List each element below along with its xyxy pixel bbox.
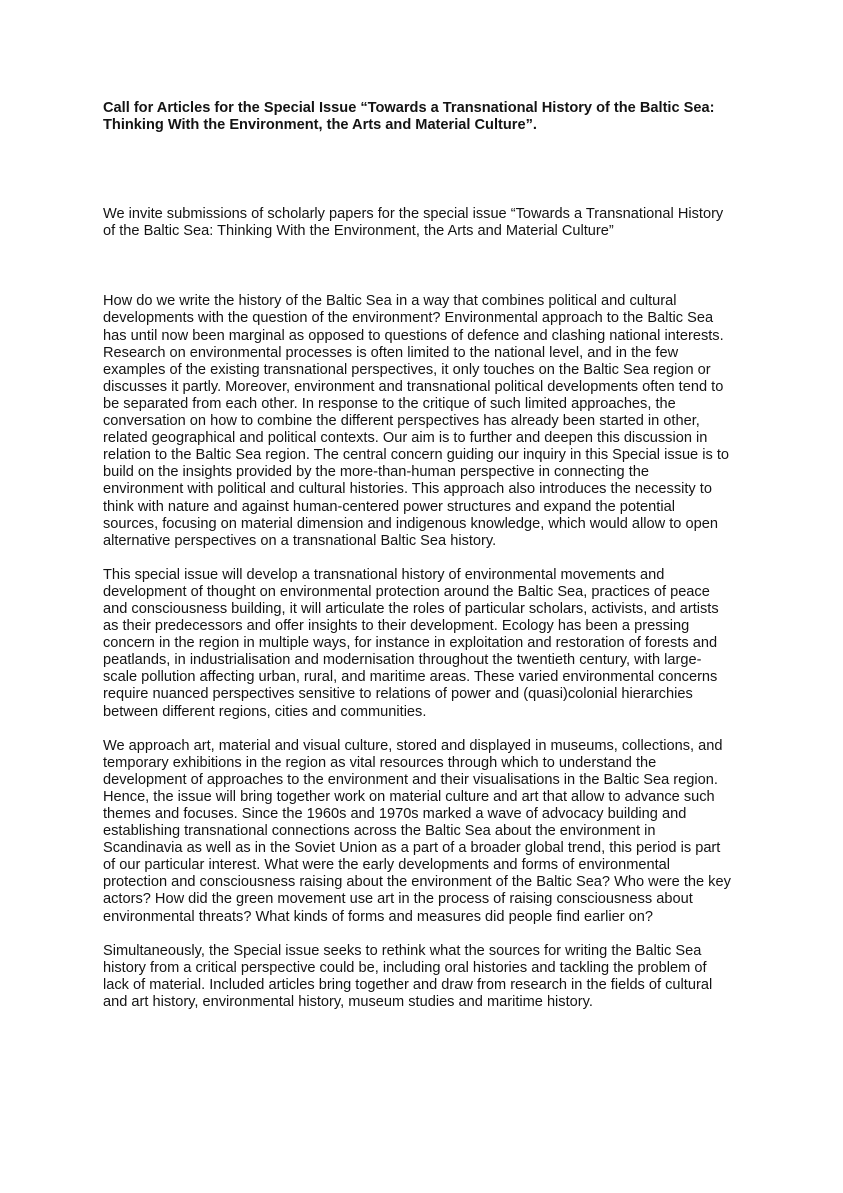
body-paragraph-1: How do we write the history of the Baltic Sea in a way that combines political and cultural developments with the question of the environment? Environmental approach to the Baltic Sea has until now been marginal as opposed to questions of defence and clashing national interests. Research on environmental processes is often limited to the national level, and in the few examples of the existing transnational perspectives, it only touches on the Baltic Sea region or discusses it partly. Moreover, environment and transnational political developments often tend to be separated from each other. In response to the critique of such limited approaches, the conversation on how to combine the different perspectives has already been started in other, related geographical and political contexts. Our aim is to further and deepen this discussion in relation to the Baltic Sea region. The central concern guiding our inquiry in this Special issue is to build on the insights provided by the more-than-human perspective in connecting the environment with political and cultural histories. This approach also introduces the necessity to think with nature and against human-centered power structures and expand the potential sources, focusing on material dimension and indigenous knowledge, which would allow to open alternative perspectives on a transnational Baltic Sea history. — [103, 293, 729, 549]
document-title: Call for Articles for the Special Issue “Towards a Transnational History of the Baltic Sea: Thinking With the Environment, the Arts and Material Culture”. — [103, 100, 715, 134]
intro-paragraph: We invite submissions of scholarly papers for the special issue “Towards a Transnational History of the Baltic Sea: Thinking With the Environment, the Arts and Material Culture” — [103, 206, 724, 240]
body-paragraph-4: Simultaneously, the Special issue seeks to rethink what the sources for writing the Baltic Sea history from a critical perspective could be, including oral histories and tackling the problem of lack of material. Included articles bring together and draw from research in the fields of cultural and art history, environmental history, museum studies and maritime history. — [103, 942, 713, 1010]
body-paragraph-3: We approach art, material and visual culture, stored and displayed in museums, collections, and temporary exhibitions in the region as vital resources through which to understand the development of approaches to the environment and their visualisations in the Baltic Sea region. Hence, the issue will bring together work on material culture and art that allow to advance such themes and focuses. Since the 1960s and 1970s marked a wave of advocacy building and establishing transnational connections across the Baltic Sea about the environment in Scandinavia as well as in the Soviet Union as a part of a broader global trend, this period is part of our particular interest. What were the early developments and forms of environmental protection and consciousness raising about the environment of the Baltic Sea? Who were the key actors? How did the green movement use art in the process of raising consciousness about environmental threats? What kinds of forms and measures did people find earlier on? — [103, 737, 731, 925]
body-paragraph-2: This special issue will develop a transnational history of environmental movements and development of thought on environmental protection around the Baltic Sea, practices of peace and consciousness building, it will articulate the roles of particular scholars, activists, and artists as their predecessors and offer insights to their development. Ecology has been a pressing concern in the region in multiple ways, for instance in exploitation and restoration of forests and peatlands, in industrialisation and modernisation throughout the twentieth century, with large-scale pollution affecting urban, rural, and maritime areas. These varied environmental concerns require nuanced perspectives sensitive to relations of power and (quasi)colonial hierarchies between different regions, cities and communities. — [103, 566, 719, 720]
document-body — [103, 100, 733, 1011]
